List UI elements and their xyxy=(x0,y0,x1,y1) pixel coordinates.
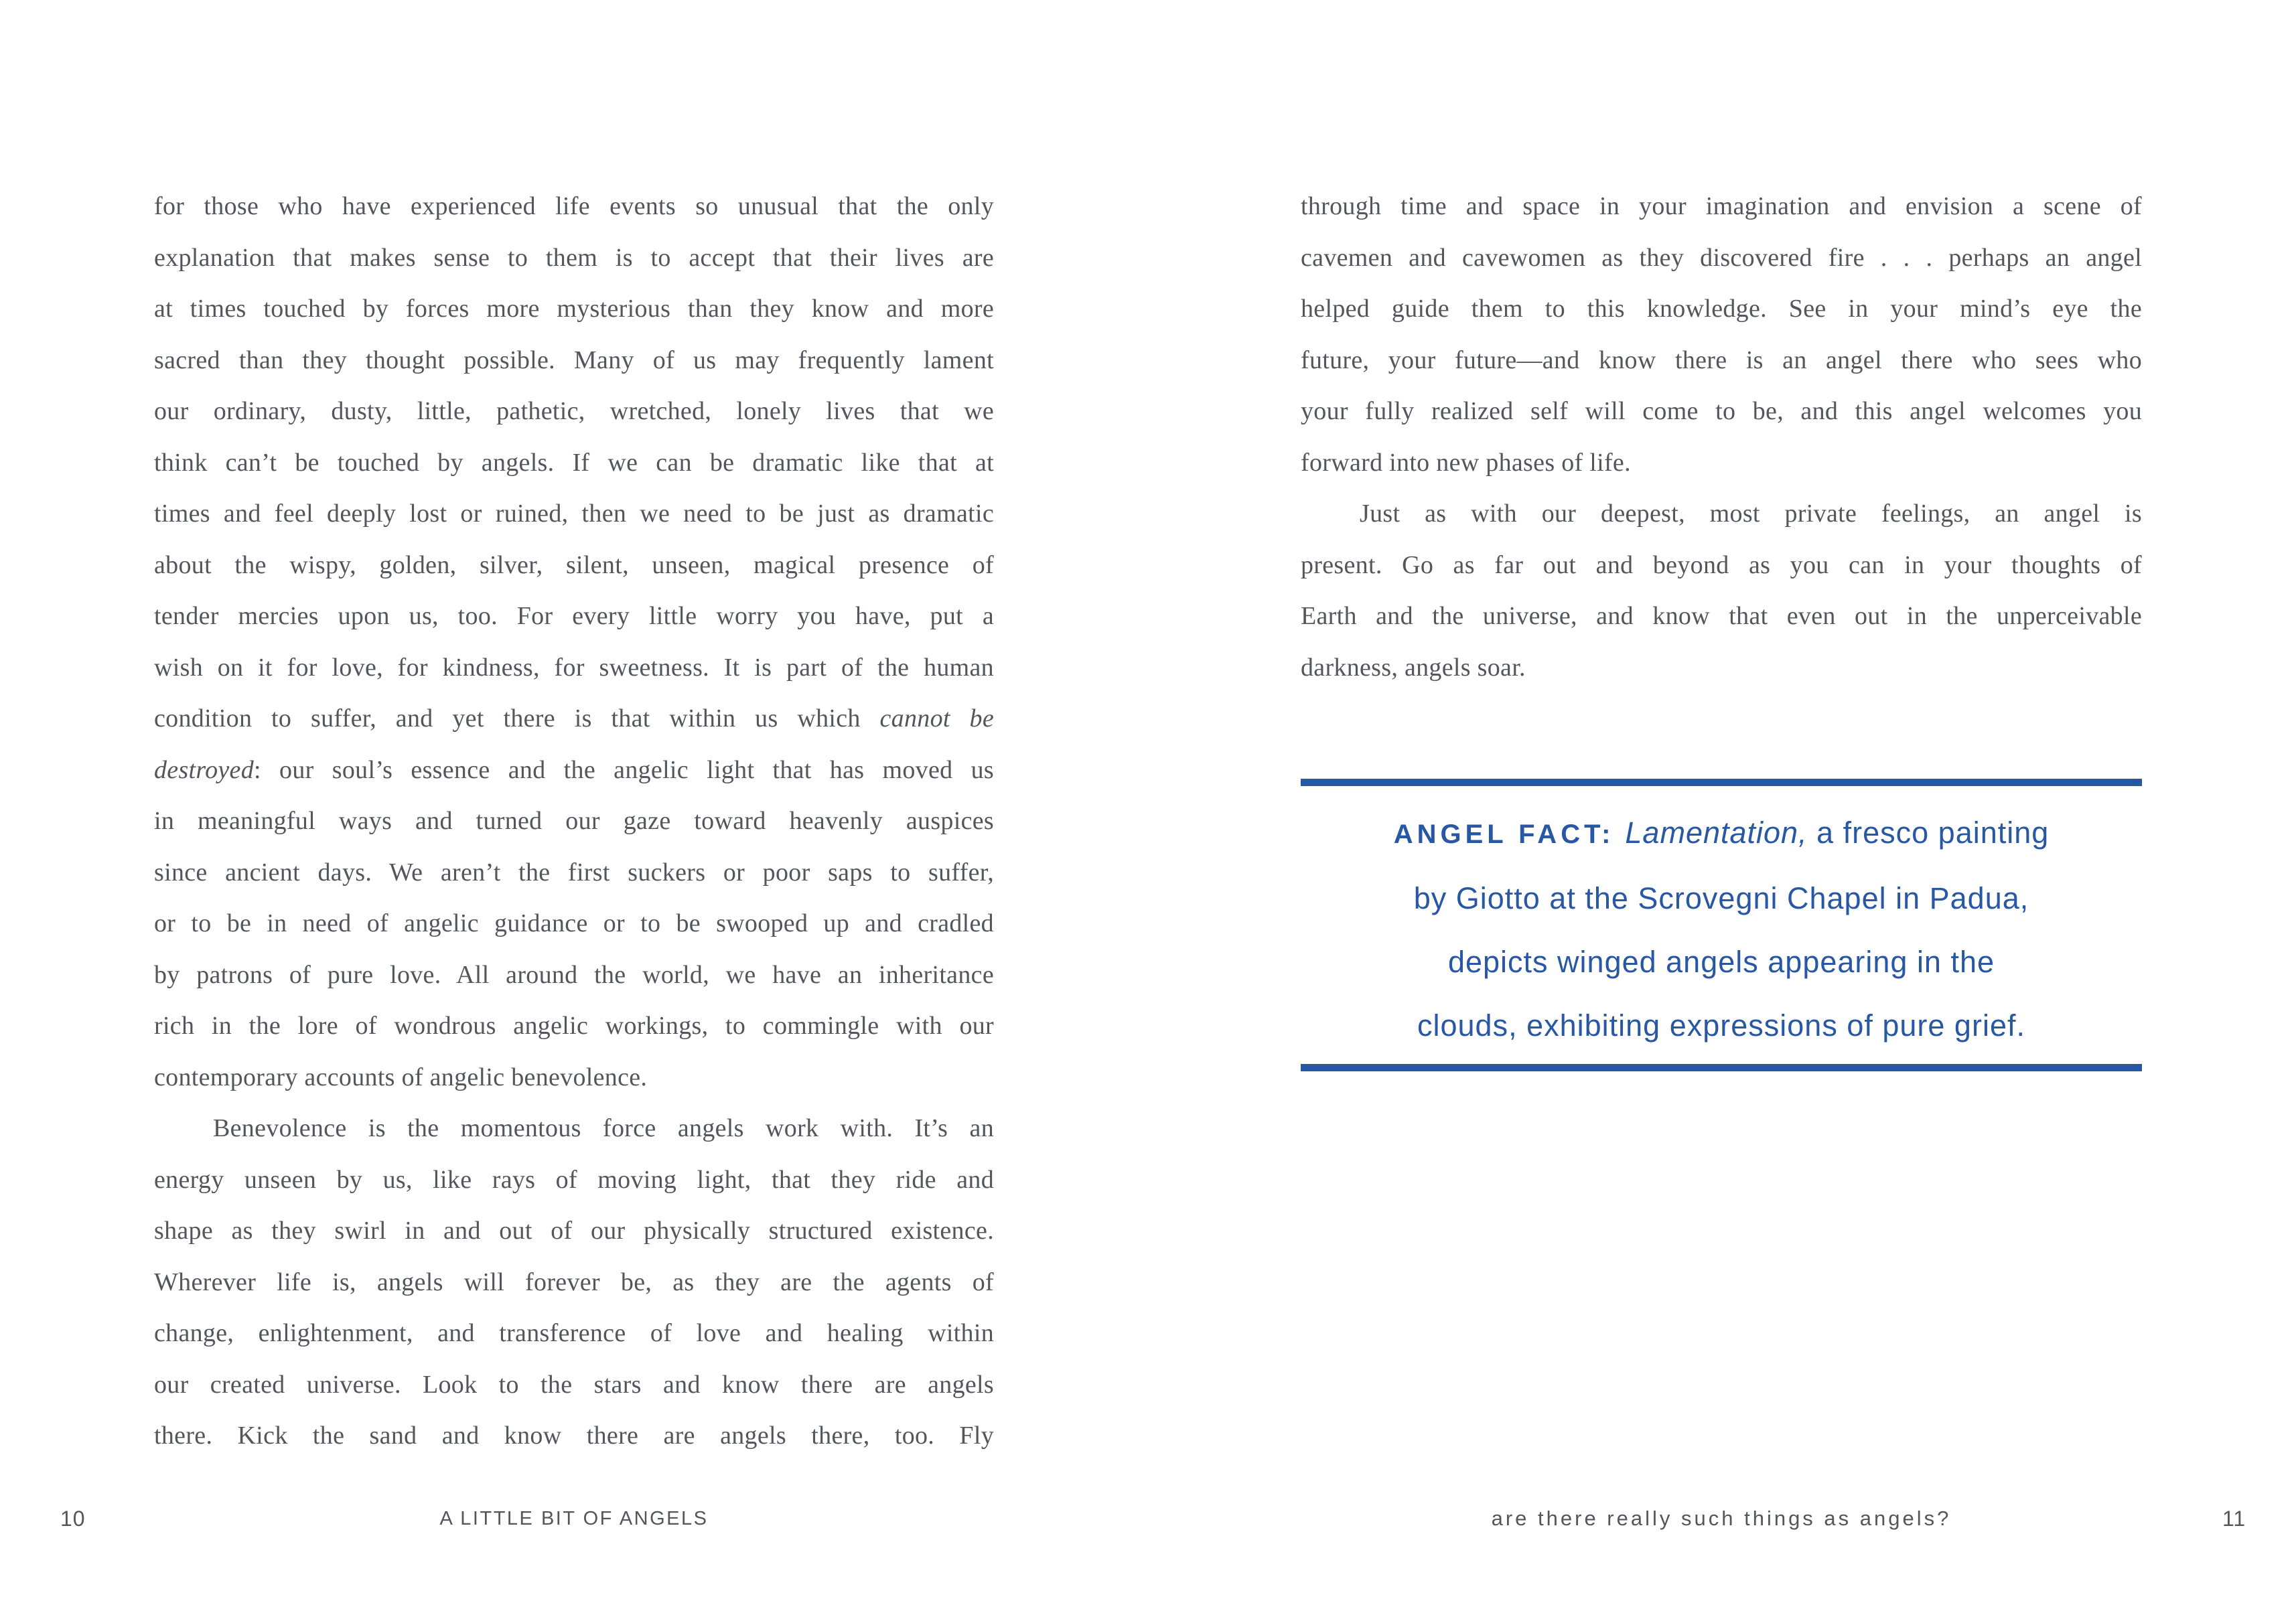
body-line-segment: at times touched by forces more mysterious than they know and more xyxy=(154,295,994,323)
body-line xyxy=(154,335,994,386)
fact-label: ANGEL FACT: xyxy=(1393,820,1615,849)
body-line xyxy=(154,745,994,796)
body-line-segment: rich in the lore of wondrous angelic workings, to commingle with our xyxy=(154,1012,994,1040)
left-page-body xyxy=(154,181,994,1462)
body-line-segment: explanation that makes sense to them is to accept that their lives are xyxy=(154,243,994,272)
body-line xyxy=(1301,283,2142,335)
angel-fact-box xyxy=(1301,779,2142,1071)
body-line-italic-segment: cannot be xyxy=(879,704,994,733)
body-line-segment: Earth and the universe, and know that even out in the unperceivable xyxy=(1301,602,2142,630)
body-line xyxy=(154,591,994,642)
body-line-segment: shape as they swirl in and out of our physically structured existence. xyxy=(154,1217,994,1245)
body-line-segment: tender mercies upon us, too. For every little worry you have, put a xyxy=(154,602,994,630)
body-line-segment: Benevolence is the momentous force angels work with. It’s an xyxy=(213,1114,994,1142)
body-line xyxy=(154,1205,994,1257)
body-line xyxy=(154,232,994,284)
body-line xyxy=(1301,591,2142,642)
body-line-segment: darkness, angels soar. xyxy=(1301,653,1526,682)
body-line xyxy=(1301,540,2142,591)
body-line-italic-segment: destroyed xyxy=(154,755,255,784)
body-line xyxy=(1301,437,2142,489)
body-line xyxy=(154,1257,994,1308)
running-footer-left: A LITTLE BIT OF ANGELS xyxy=(439,1508,709,1529)
body-line-segment: sacred than they thought possible. Many of us may frequently lament xyxy=(154,346,994,374)
body-line xyxy=(1301,642,2142,694)
body-line xyxy=(154,642,994,694)
body-line-segment: or to be in need of angelic guidance or to be swooped up and cradled xyxy=(154,909,994,937)
body-line-segment: think can’t be touched by angels. If we can be dramatic like that at xyxy=(154,448,994,477)
body-line xyxy=(154,693,994,745)
body-line xyxy=(154,283,994,335)
body-line xyxy=(154,898,994,949)
body-line-segment: Just as with our deepest, most private feelings, an angel is xyxy=(1360,500,2142,528)
body-line xyxy=(1301,335,2142,386)
fact-line: by Giotto at the Scrovegni Chapel in Padua, xyxy=(1413,881,2029,915)
body-line xyxy=(154,1308,994,1359)
body-line-segment: our ordinary, dusty, little, pathetic, wretched, lonely lives that we xyxy=(154,397,994,425)
body-line xyxy=(1301,488,2142,540)
body-line-segment: helped guide them to this knowledge. See in your mind’s eye the xyxy=(1301,295,2142,323)
body-line xyxy=(154,1052,994,1103)
body-line-segment: since ancient days. We aren’t the first suckers or poor saps to suffer, xyxy=(154,858,994,887)
body-line-segment: energy unseen by us, like rays of moving light, that they ride and xyxy=(154,1165,994,1194)
body-line xyxy=(154,386,994,437)
body-line-segment: cavemen and cavewomen as they discovered fire . . . perhaps an angel xyxy=(1301,243,2142,272)
body-line xyxy=(154,1359,994,1411)
fact-line: depicts winged angels appearing in the xyxy=(1447,945,1995,979)
fact-line1-rest: a fresco painting xyxy=(1807,816,2050,850)
page-number-left: 10 xyxy=(60,1507,86,1531)
body-line-segment: in meaningful ways and turned our gaze toward heavenly auspices xyxy=(154,807,994,835)
body-line-segment: forward into new phases of life. xyxy=(1301,448,1631,477)
body-line-segment: wish on it for love, for kindness, for sweetness. It is part of the human xyxy=(154,653,994,682)
fact-line xyxy=(1307,801,2135,866)
body-line-segment: our created universe. Look to the stars and know there are angels xyxy=(154,1370,994,1399)
body-line xyxy=(154,795,994,847)
body-line xyxy=(154,488,994,540)
body-line-segment: : our soul’s essence and the angelic light that has moved us xyxy=(254,755,994,784)
body-line xyxy=(1301,386,2142,437)
body-line-segment: times and feel deeply lost or ruined, then we need to be just as dramatic xyxy=(154,500,994,528)
right-page xyxy=(1301,181,2142,1071)
body-line xyxy=(154,1103,994,1154)
body-line-segment: future, your future—and know there is an angel there who sees who xyxy=(1301,346,2142,374)
body-line-segment: there. Kick the sand and know there are angels there, too. Fly xyxy=(154,1422,994,1450)
running-footer-right: are there really such things as angels? xyxy=(1491,1507,1952,1530)
body-line xyxy=(1301,232,2142,284)
body-line-segment: present. Go as far out and beyond as you can in your thoughts of xyxy=(1301,550,2142,579)
body-line xyxy=(154,540,994,591)
body-line-segment: for those who have experienced life events so unusual that the only xyxy=(154,192,994,220)
body-line xyxy=(1301,181,2142,232)
body-line xyxy=(154,1000,994,1052)
body-line xyxy=(154,1410,994,1462)
body-line xyxy=(154,181,994,232)
body-line-segment: through time and space in your imagination and envision a scene of xyxy=(1301,192,2142,220)
body-line xyxy=(154,949,994,1001)
fact-line: clouds, exhibiting expressions of pure grief. xyxy=(1417,1008,2025,1043)
body-line xyxy=(154,437,994,489)
body-line-segment: condition to suffer, and yet there is that within us which xyxy=(154,704,880,733)
body-line xyxy=(154,847,994,899)
page-number-right: 11 xyxy=(2222,1507,2246,1531)
body-line-segment: Wherever life is, angels will forever be, as they are the agents of xyxy=(154,1268,994,1296)
fact-title-italic: Lamentation, xyxy=(1625,816,1808,850)
body-line-segment: change, enlightenment, and transference of love and healing within xyxy=(154,1319,994,1347)
body-line-segment: by patrons of pure love. All around the world, we have an inheritance xyxy=(154,960,994,989)
body-line-segment: about the wispy, golden, silver, silent, unseen, magical presence of xyxy=(154,550,994,579)
body-line-segment: your fully realized self will come to be, and this angel welcomes you xyxy=(1301,397,2142,425)
right-page-body xyxy=(1301,181,2142,693)
body-line-segment: contemporary accounts of angelic benevolence. xyxy=(154,1063,648,1091)
body-line xyxy=(154,1154,994,1206)
